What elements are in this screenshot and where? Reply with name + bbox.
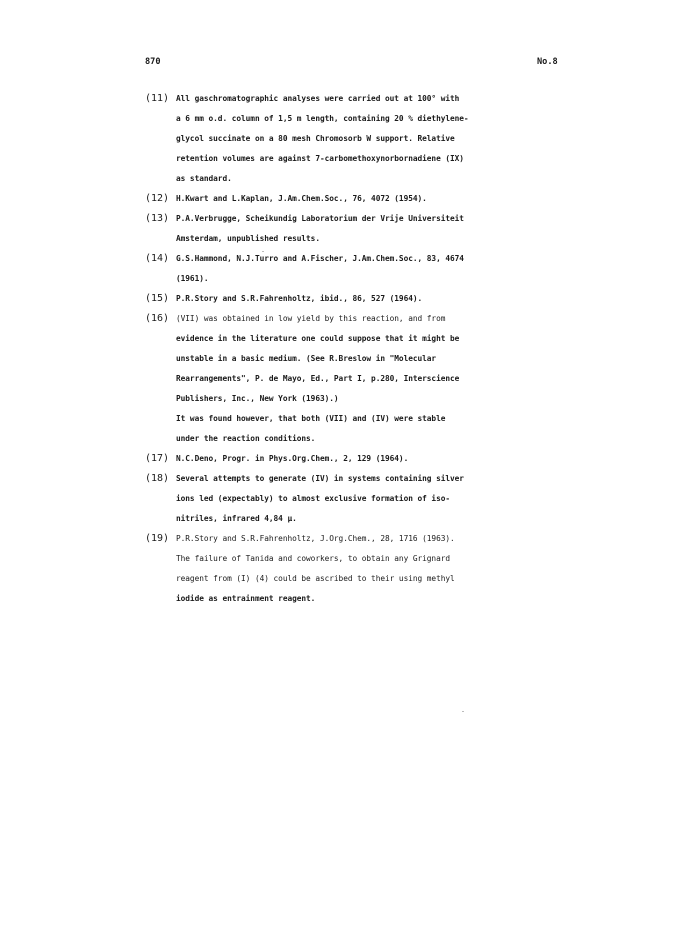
reference-text (176, 249, 565, 289)
reference-item (145, 189, 565, 209)
reference-line: The failure of Tanida and coworkers, to obtain any Grignard (176, 554, 451, 563)
reference-text (176, 309, 565, 449)
reference-line: as standard. (176, 174, 232, 183)
reference-item (145, 469, 565, 529)
reference-line: Publishers, Inc., New York (1963).) (176, 394, 339, 403)
reference-number: (14) (145, 253, 170, 264)
reference-item (145, 209, 565, 249)
reference-line: retention volumes are against 7-carbomethoxynorbornadiene (IX) (176, 154, 464, 163)
reference-line: ions led (expectably) to almost exclusive formation of iso- (176, 494, 451, 503)
reference-number: (11) (145, 93, 170, 104)
reference-line: Rearrangements", P. de Mayo, Ed., Part I, p.280, Interscience (176, 374, 460, 383)
page-number: 870 (145, 57, 161, 67)
scan-speck (262, 251, 264, 252)
reference-text (176, 89, 565, 189)
reference-line: a 6 mm o.d. column of 1,5 m length, containing 20 % diethylene- (176, 114, 469, 123)
reference-line: (1961). (176, 274, 209, 283)
reference-number: (15) (145, 293, 170, 304)
reference-line: All gaschromatographic analyses were carried out at 100° with (176, 94, 460, 103)
reference-line: reagent from (I) (4) could be ascribed to their using methyl (176, 574, 455, 583)
reference-item (145, 249, 565, 289)
reference-line: P.R.Story and S.R.Fahrenholtz, J.Org.Chem., 28, 1716 (1963). (176, 534, 455, 543)
references-list (145, 89, 565, 609)
reference-line: glycol succinate on a 80 mesh Chromosorb W support. Relative (176, 134, 455, 143)
reference-number: (19) (145, 533, 170, 544)
reference-line: Amsterdam, unpublished results. (176, 234, 320, 243)
reference-item (145, 89, 565, 189)
reference-line: unstable in a basic medium. (See R.Breslow in "Molecular (176, 354, 437, 363)
reference-line: (VII) was obtained in low yield by this reaction, and from (176, 314, 446, 323)
reference-line: iodide as entrainment reagent. (176, 594, 316, 603)
reference-item (145, 449, 565, 469)
reference-line: G.S.Hammond, N.J.Turro and A.Fischer, J.Am.Chem.Soc., 83, 4674 (176, 254, 464, 263)
reference-number: (18) (145, 473, 170, 484)
reference-text (176, 449, 565, 469)
reference-number: (12) (145, 193, 170, 204)
reference-number: (16) (145, 313, 170, 324)
reference-text (176, 209, 565, 249)
reference-text (176, 289, 565, 309)
scan-speck (462, 711, 464, 712)
reference-line: evidence in the literature one could suppose that it might be (176, 334, 460, 343)
reference-text (176, 469, 565, 529)
reference-line: It was found however, that both (VII) and (IV) were stable (176, 414, 446, 423)
reference-line: H.Kwart and L.Kaplan, J.Am.Chem.Soc., 76, 4072 (1954). (176, 194, 427, 203)
reference-line: Several attempts to generate (IV) in systems containing silver (176, 474, 464, 483)
reference-text (176, 529, 565, 609)
issue-number: No.8 (537, 57, 558, 67)
reference-number: (17) (145, 453, 170, 464)
reference-line: P.R.Story and S.R.Fahrenholtz, ibid., 86, 527 (1964). (176, 294, 423, 303)
reference-item (145, 309, 565, 449)
reference-number: (13) (145, 213, 170, 224)
reference-item (145, 289, 565, 309)
reference-line: under the reaction conditions. (176, 434, 316, 443)
reference-text (176, 189, 565, 209)
reference-item (145, 529, 565, 609)
reference-line: nitriles, infrared 4,84 μ. (176, 514, 297, 523)
reference-line: N.C.Deno, Progr. in Phys.Org.Chem., 2, 129 (1964). (176, 454, 409, 463)
reference-line: P.A.Verbrugge, Scheikundig Laboratorium der Vrije Universiteit (176, 214, 464, 223)
